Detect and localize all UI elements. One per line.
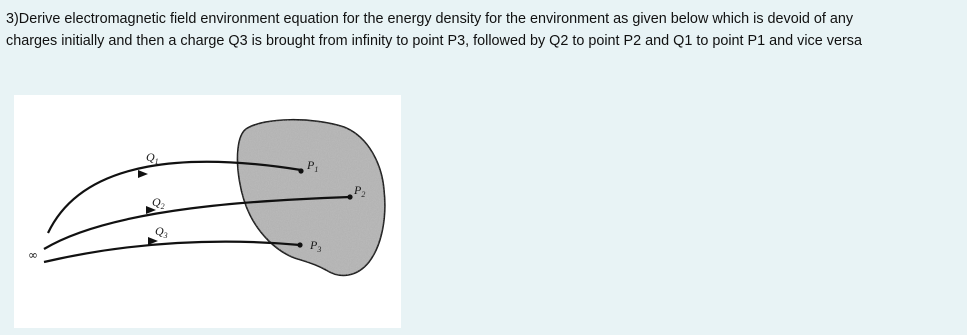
point-p3-dot (297, 242, 302, 247)
arrow-q1 (138, 170, 148, 178)
path-q3-to-p3 (44, 242, 300, 262)
point-label-p2: $P_2$ (354, 183, 366, 199)
charge-diagram (14, 95, 401, 328)
charge-label-q2: $Q_2$ (152, 195, 165, 211)
charge-diagram-figure (14, 95, 401, 328)
question-text (6, 8, 961, 52)
question-line-1: 3)Derive electromagnetic field environment equation for the energy density for the environment as given below which is devoid of any (6, 11, 854, 27)
charge-label-q3: $Q_3$ (155, 224, 168, 240)
point-p2-dot (347, 194, 352, 199)
point-p1-dot (298, 168, 303, 173)
infinity-symbol: ∞ (28, 248, 38, 262)
charge-label-q1: $Q_1$ (146, 150, 159, 166)
question-line-2: charges initially and then a charge Q3 is brought from infinity to point P3, followed by Q2 to point P2 and Q1 to point P1 and vice versa (6, 33, 862, 49)
point-label-p1: $P_1$ (307, 158, 319, 174)
point-label-p3: $P_3$ (310, 238, 322, 254)
